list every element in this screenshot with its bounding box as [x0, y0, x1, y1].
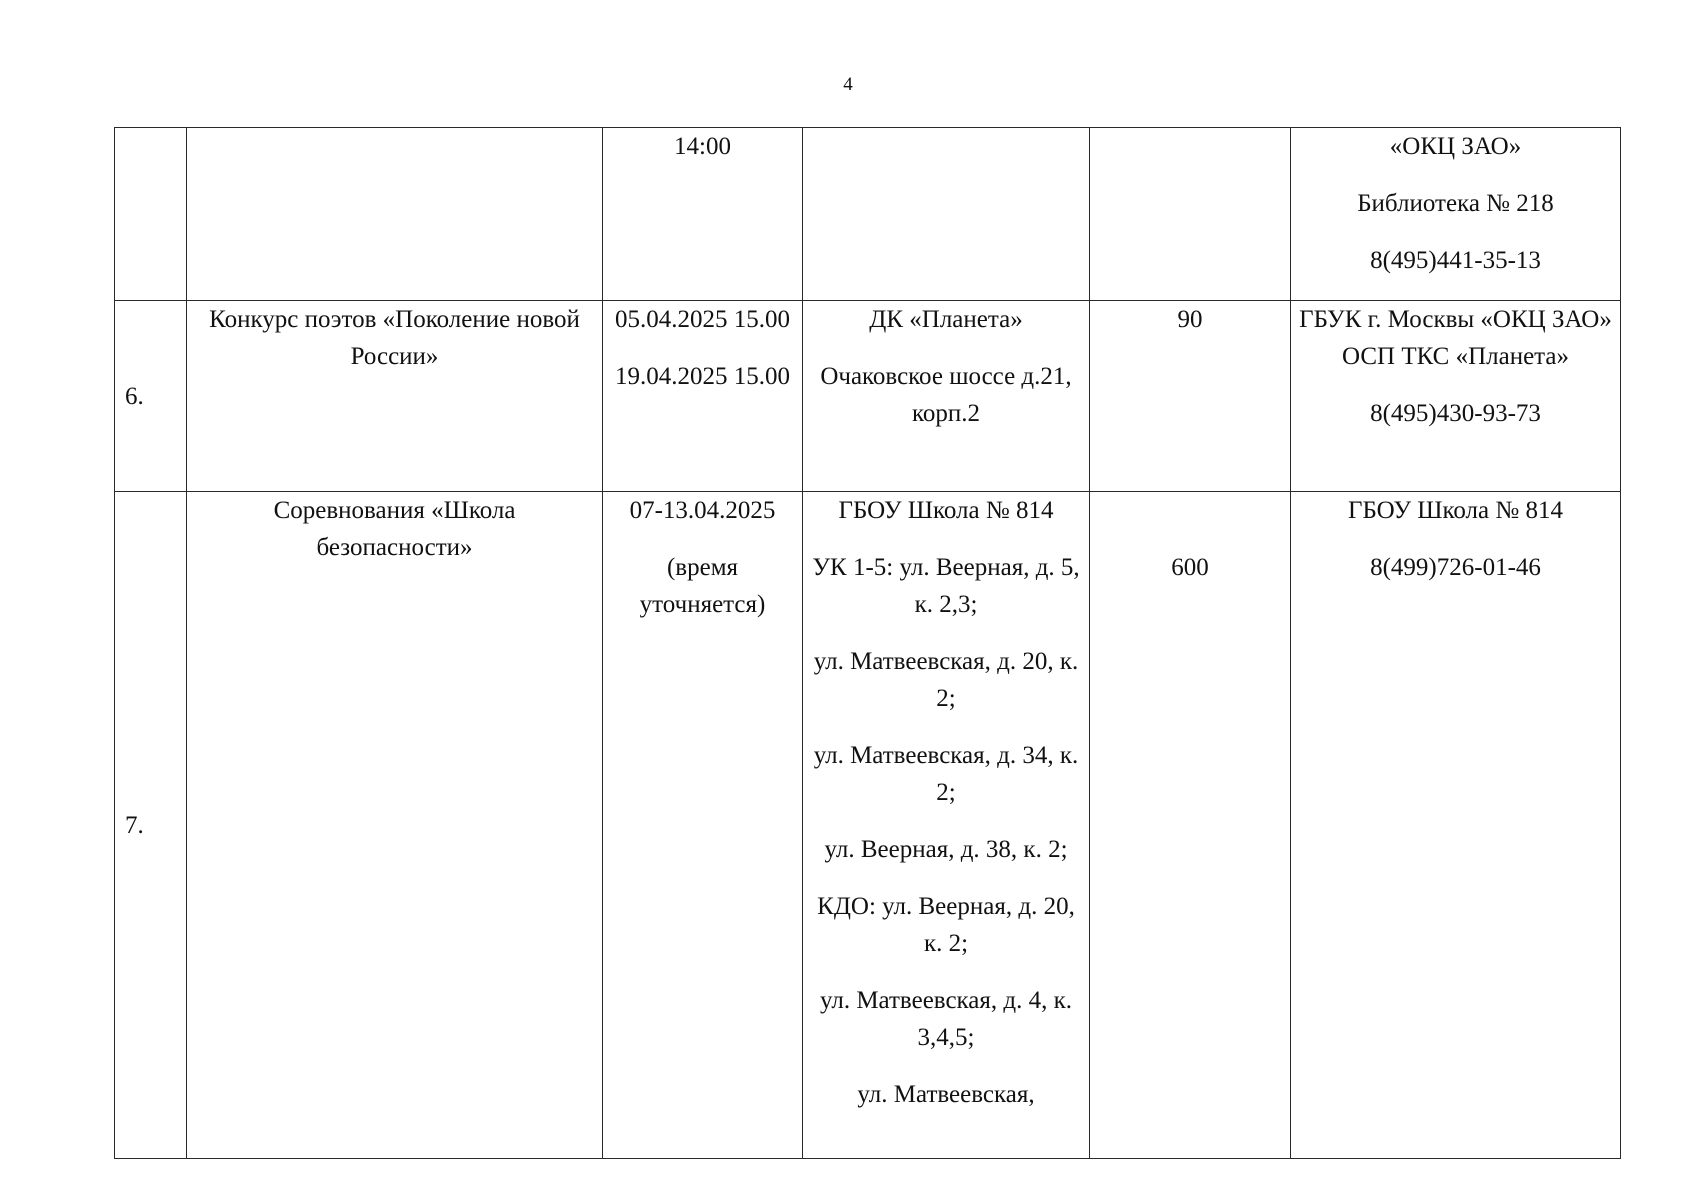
event-name-text: Соревнования «Школа безопасности»: [273, 497, 516, 561]
event-place-cell: [803, 301, 1090, 492]
row-number-cell: 6.: [115, 301, 187, 492]
date-text: 14:00: [674, 133, 731, 160]
organizer-text: «ОКЦ ЗАО»: [1389, 133, 1522, 160]
participants-count-cell: [1090, 128, 1291, 301]
organizer-text: ГБУК г. Москвы «ОКЦ ЗАО» ОСП ТКС «Планета»: [1299, 306, 1612, 370]
event-date-cell: [603, 301, 803, 492]
table-row: [115, 128, 1621, 301]
organizer-text: ГБОУ Школа № 814: [1348, 497, 1563, 524]
event-place-cell: [803, 128, 1090, 301]
organizer-cell: [1291, 128, 1621, 301]
date-text: 19.04.2025 15.00: [615, 363, 790, 390]
place-text: ГБОУ Школа № 814: [838, 497, 1054, 524]
participants-count-cell: 90: [1090, 301, 1291, 492]
event-name-cell: [187, 301, 603, 492]
event-place-cell: [803, 492, 1090, 1159]
row-number-cell: [115, 128, 187, 301]
table-row: [115, 492, 1621, 1159]
organizer-text: Библиотека № 218: [1357, 190, 1554, 217]
place-text: ул. Матвеевская, д. 4, к. 3,4,5;: [819, 987, 1073, 1051]
count-text: 600: [1171, 554, 1209, 581]
page-number: 4: [843, 74, 853, 95]
date-text: (время уточняется): [639, 554, 766, 618]
event-name-cell: [187, 492, 603, 1159]
participants-count-cell: [1090, 492, 1291, 1159]
table-row: [115, 301, 1621, 492]
date-text: 05.04.2025 15.00: [615, 306, 790, 333]
organizer-phone: 8(495)441-35-13: [1370, 247, 1541, 274]
organizer-cell: [1291, 492, 1621, 1159]
event-date-cell: [603, 492, 803, 1159]
place-text: ул. Матвеевская,: [857, 1081, 1035, 1108]
event-name-cell: [187, 128, 603, 301]
place-text: ул. Веерная, д. 38, к. 2;: [824, 836, 1068, 863]
place-text: ДК «Планета»: [869, 306, 1023, 333]
organizer-phone: 8(495)430-93-73: [1370, 400, 1541, 427]
organizer-phone: 8(499)726-01-46: [1370, 554, 1541, 581]
event-name-text: Конкурс поэтов «Поколение новой России»: [209, 306, 580, 370]
place-text: ул. Матвеевская, д. 34, к. 2;: [813, 742, 1079, 806]
date-text: 07-13.04.2025: [629, 497, 776, 524]
place-text: Очаковское шоссе д.21, корп.2: [820, 363, 1072, 427]
row-number-cell: 7.: [115, 492, 187, 1159]
place-text: КДО: ул. Веерная, д. 20, к. 2;: [817, 893, 1075, 957]
events-table: [114, 127, 1621, 1159]
event-date-cell: [603, 128, 803, 301]
place-text: ул. Матвеевская, д. 20, к. 2;: [813, 648, 1079, 712]
place-text: УК 1-5: ул. Веерная, д. 5, к. 2,3;: [812, 554, 1080, 618]
organizer-cell: [1291, 301, 1621, 492]
